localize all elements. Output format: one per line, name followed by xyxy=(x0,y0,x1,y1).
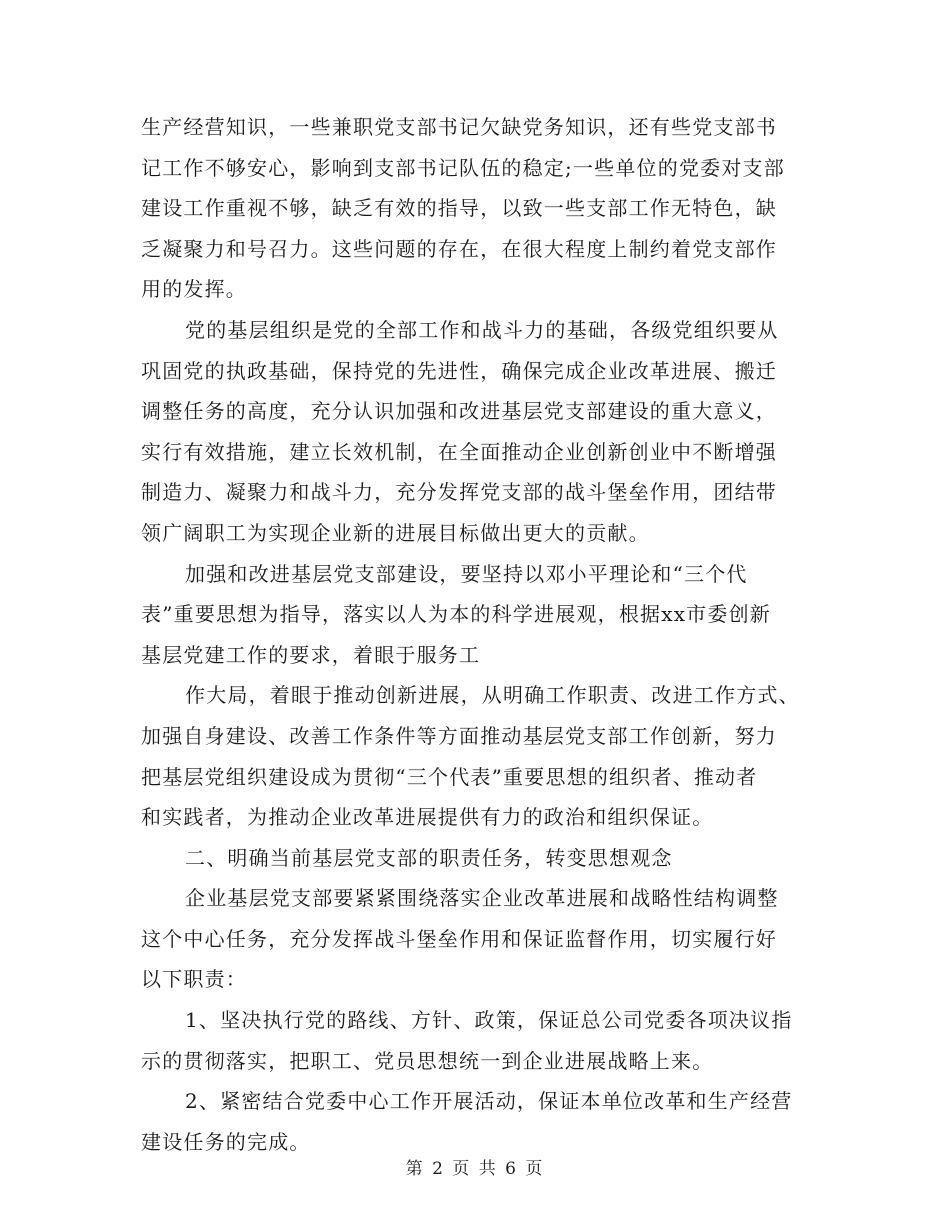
text-line: 调整任务的高度，充分认识加强和改进基层党支部建设的重大意义， xyxy=(141,399,777,424)
text-line: 乏凝聚力和号召力。这些问题的存在，在很大程度上制约着党支部作 xyxy=(141,236,777,261)
text-line: 领广阔职工为实现企业新的进展目标做出更大的贡献。 xyxy=(141,520,650,545)
section-heading: 二、明确当前基层党支部的职责任务，转变思想观念 xyxy=(185,845,673,870)
text-line: 基层党建工作的要求，着眼于服务工 xyxy=(141,642,481,667)
body-text xyxy=(141,107,821,1162)
text-line: 建设任务的完成。 xyxy=(141,1129,311,1154)
text-line: 制造力、凝聚力和战斗力，充分发挥党支部的战斗堡垒作用，团结带 xyxy=(141,480,777,505)
text-line: 实行有效措施，建立长效机制，在全面推动企业创新创业中不断增强 xyxy=(141,439,777,464)
text-line: 用的发挥。 xyxy=(141,277,247,302)
text-line: 加强自身建设、改善工作条件等方面推动基层党支部工作创新，努力 xyxy=(141,723,777,748)
paragraph-start-line: 企业基层党支部要紧紧围绕落实企业改革进展和战略性结构调整 xyxy=(185,886,779,911)
list-item-start-line: 2、紧密结合党委中心工作开展活动，保证本单位改革和生产经营 xyxy=(185,1089,793,1114)
text-line: 建设工作重视不够，缺乏有效的指导，以致一些支部工作无特色，缺 xyxy=(141,196,777,221)
list-item-start-line: 1、坚决执行党的路线、方针、政策，保证总公司党委各项决议指 xyxy=(185,1008,793,1033)
paragraph-start-line: 党的基层组织是党的全部工作和战斗力的基础，各级党组织要从 xyxy=(185,317,779,342)
text-line: 示的贯彻落实，把职工、党员思想统一到企业进展战略上来。 xyxy=(141,1048,714,1073)
text-line: 生产经营知识，一些兼职党支部书记欠缺党务知识，还有些党支部书 xyxy=(141,115,777,139)
text-line: 表”重要思想为指导，落实以人为本的科学进展观，根据xx市委创新 xyxy=(141,602,771,627)
paragraph-start-line: 加强和改进基层党支部建设，要坚持以邓小平理论和“三个代 xyxy=(185,561,748,586)
text-line: 以下职责： xyxy=(141,967,247,992)
text-line: 把基层党组织建设成为贯彻“三个代表”重要思想的组织者、推动者 xyxy=(141,764,758,789)
page-number-footer: 第 2 页 共 6 页 xyxy=(405,1159,545,1179)
text-line: 记工作不够安心，影响到支部书记队伍的稳定;一些单位的党委对支部 xyxy=(141,155,785,180)
text-line: 巩固党的执政基础，保持党的先进性，确保完成企业改革进展、搬迁 xyxy=(141,358,777,383)
paragraph-start-line: 作大局，着眼于推动创新进展，从明确工作职责、改进工作方式、 xyxy=(185,683,800,708)
text-line: 这个中心任务，充分发挥战斗堡垒作用和保证监督作用，切实履行好 xyxy=(141,926,777,951)
text-line: 和实践者，为推动企业改革进展提供有力的政治和组织保证。 xyxy=(141,805,714,830)
